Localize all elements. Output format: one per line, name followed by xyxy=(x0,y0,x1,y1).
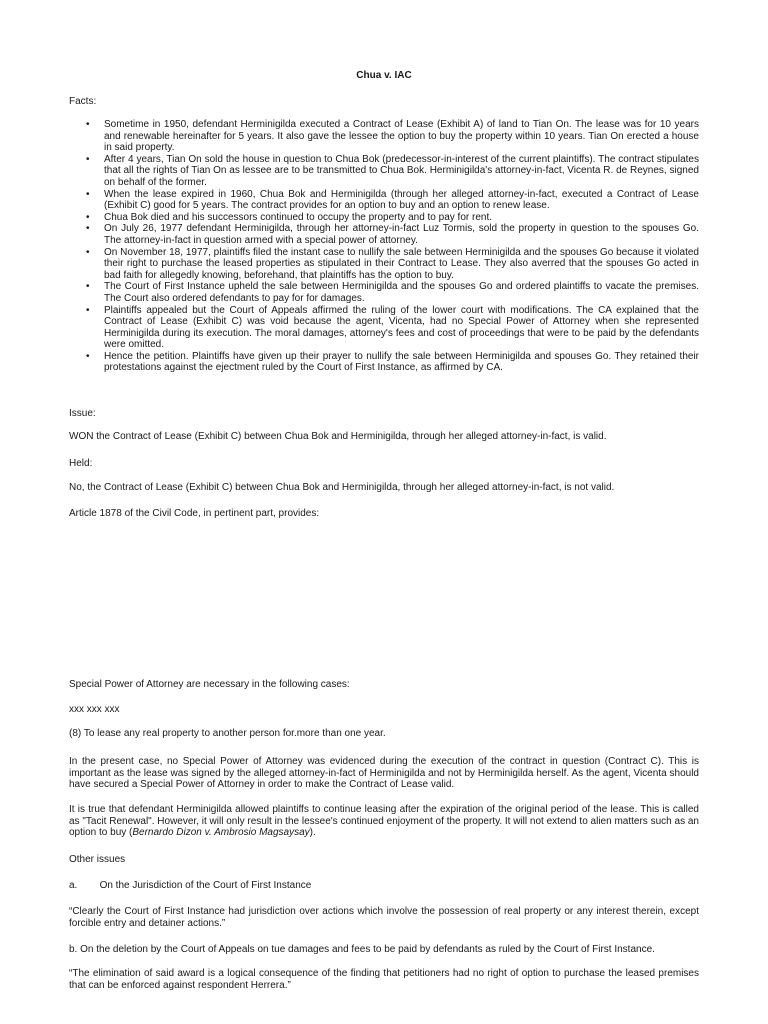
held-heading: Held: xyxy=(69,458,93,469)
tacit-renewal-paragraph: It is true that defendant Herminigilda allowed plaintiffs to continue leasing after the expiration of the original period of the lease. This is called as "Tacit Renewal". However, it will only result in the lessee's continued enjoyment of the property. It will not extend to alien matters such as an option to buy (Bernardo Dizon v. Ambrosio Magsaysay). xyxy=(69,804,699,839)
item-8: (8) To lease any real property to another person for.more than one year. xyxy=(69,728,386,739)
bullet-icon: • xyxy=(86,281,90,293)
other-issue-a: a. On the Jurisdiction of the Court of First Instance xyxy=(69,880,312,891)
article-intro: Article 1878 of the Civil Code, in pertinent part, provides: xyxy=(69,508,320,519)
quote-a: “Clearly the Court of First Instance had jurisdiction over actions which involve the possession of real property or any interest therein, except forcible entry and detainer actions.” xyxy=(69,906,699,929)
list-item: • Sometime in 1950, defendant Herminigilda executed a Contract of Lease (Exhibit A) of land to Tian On. The lease was for 10 years and renewable hereinafter for 5 years. It also gave the lessee the option to buy the property within 10 years. Tian On erected a house in said property. xyxy=(86,119,699,154)
bullet-icon: • xyxy=(86,119,90,130)
spa-intro: Special Power of Attorney are necessary in the following cases: xyxy=(69,679,350,690)
present-case-paragraph: In the present case, no Special Power of Attorney was evidenced during the execution of the contract in question (Contract C). This is important as the lease was signed by the alleged attorney-in-fact of Herminigilda and not by Herminigilda herself. As the agent, Vicenta should have secured a Special Power of Attorney in order to make the Contract of Lease valid. xyxy=(69,756,699,791)
list-item: • Chua Bok died and his successors continued to occupy the property and to pay for rent. xyxy=(86,211,493,223)
case-citation: Bernardo Dizon v. Ambrosio Magsaysay xyxy=(132,827,310,839)
xxx-separator: xxx xxx xxx xyxy=(69,704,120,715)
quote-b: “The elimination of said award is a logical consequence of the finding that petitioners had no right of option to purchase the leased premises that can be enforced against respondent Herrera.” xyxy=(69,968,699,991)
list-item: • When the lease expired in 1960, Chua Bok and Herminigilda (through her alleged attorney-in-fact, executed a Contract of Lease (Exhibit C) good for 5 years. The contract provides for an option to buy and an option to renew lease. xyxy=(86,188,699,212)
list-item: • Plaintiffs appealed but the Court of Appeals affirmed the ruling of the lower court with modifications. The CA explained that the Contract of Lease (Exhibit C) was void because the agent, Vicenta, had no Special Power of Attorney when she represented Herminigilda during its execution. The moral damages, attorney's fees and cost of proceedings that were to be paid by the defendants were omitted. xyxy=(86,304,699,351)
bullet-icon: • xyxy=(86,246,90,258)
list-item: • On November 18, 1977, plaintiffs filed the instant case to nullify the sale between Herminigilda and the spouses Go because it violated their right to purchase the leased properties as stipulated in their Contract to Lease. They also averred that the spouses Go acted in bad faith for allegedly knowing, beforehand, that plaintiffs has the option to buy. xyxy=(86,246,699,281)
bullet-icon: • xyxy=(86,223,90,235)
bullet-icon: • xyxy=(86,304,90,316)
document-title: Chua v. IAC xyxy=(356,70,412,81)
issue-text: WON the Contract of Lease (Exhibit C) between Chua Bok and Herminigilda, through her alleged attorney-in-fact, is valid. xyxy=(69,431,607,442)
bullet-icon: • xyxy=(86,211,90,223)
list-item: • After 4 years, Tian On sold the house in question to Chua Bok (predecessor-in-interest of the current plaintiffs). The contract stipulates that all the rights of Tian On as lessee are to be transmitted to Chua Bok. Herminigilda's attorney-in-fact, Vicenta R. de Reynes, signed on behalf of the former. xyxy=(86,153,699,188)
other-issues-heading: Other issues xyxy=(69,854,126,865)
held-text: No, the Contract of Lease (Exhibit C) between Chua Bok and Herminigilda, through her alleged attorney-in-fact, is not valid. xyxy=(69,482,615,493)
bullet-icon: • xyxy=(86,350,90,362)
list-item: • On July 26, 1977 defendant Herminigilda, through her attorney-in-fact Luz Tormis, sold the property in question to the spouses Go. The attorney-in-fact in question armed with a special power of attorney. xyxy=(86,223,699,246)
facts-heading: Facts: xyxy=(69,96,97,107)
list-item: • The Court of First Instance upheld the sale between Herminigilda and the spouses Go and ordered plaintiffs to vacate the premises. The Court also ordered defendants to pay for for damages. xyxy=(86,281,699,304)
facts-list xyxy=(69,119,699,374)
list-item: • Hence the petition. Plaintiffs have given up their prayer to nullify the sale between Herminigilda and spouses Go. They retained their protestations against the ejectment ruled by the Court of First Instance, as affirmed by CA. xyxy=(86,350,699,374)
bullet-icon: • xyxy=(86,153,90,165)
bullet-icon: • xyxy=(86,188,90,200)
issue-heading: Issue: xyxy=(69,408,96,419)
other-issue-b: b. On the deletion by the Court of Appeals on tue damages and fees to be paid by defendants as ruled by the Court of First Instance. xyxy=(69,944,655,955)
